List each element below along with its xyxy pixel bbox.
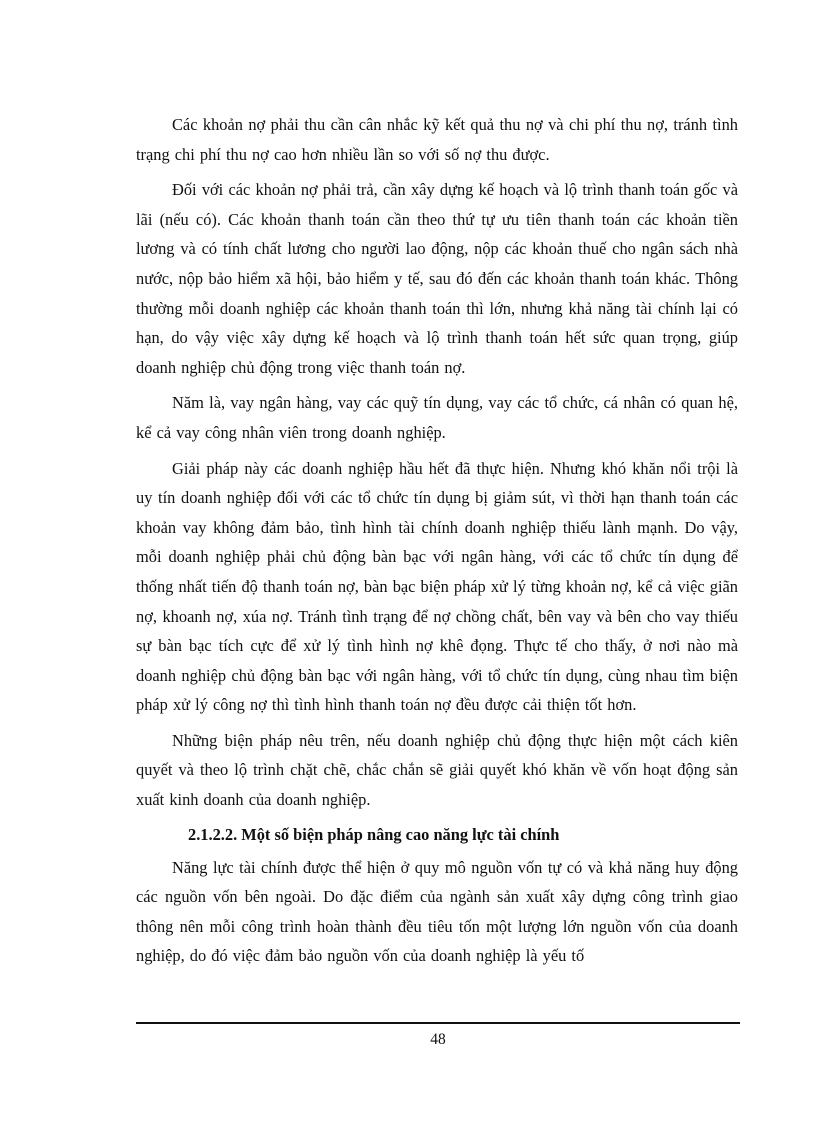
paragraph-debt-payable: Đối với các khoản nợ phải trả, cần xây dựng kế hoạch và lộ trình thanh toán gốc và lãi (nếu có). Các khoản thanh toán cần theo thứ tự ưu tiên thanh toán các khoản tiền lương và có tính chất lương cho người lao động, nộp các khoản thuế cho ngân sách nhà nước, nộp bảo hiểm xã hội, bảo hiểm y tế, sau đó đến các khoản thanh toán khác. Thông thường mỗi doanh nghiệp các khoản thanh toán thì lớn, nhưng khả năng tài chính lại có hạn, do vậy việc xây dựng kế hoạch và lộ trình thanh toán hết sức quan trọng, giúp doanh nghiệp chủ động trong việc thanh toán nợ.: [136, 180, 738, 377]
paragraph-measures-summary: Những biện pháp nêu trên, nếu doanh nghiệp chủ động thực hiện một cách kiên quyết và theo lộ trình chặt chẽ, chắc chắn sẽ giải quyết khó khăn về vốn hoạt động sản xuất kinh doanh của doanh nghiệp.: [136, 730, 738, 810]
paragraph-bank-loans: Năm là, vay ngân hàng, vay các quỹ tín dụng, vay các tổ chức, cá nhân có quan hệ, kể cả vay công nhân viên trong doanh nghiệp.: [136, 393, 738, 442]
page-number: 48: [430, 1031, 446, 1048]
footer-divider: [136, 1022, 740, 1024]
paragraph-financial-capacity: Năng lực tài chính được thể hiện ở quy mô nguồn vốn tự có và khả năng huy động các nguồn vốn bên ngoài. Do đặc điểm của ngành sản xuất xây dựng công trình giao thông nên mỗi công trình hoàn thành đều tiêu tốn một lượng lớn nguồn vốn của doanh nghiệp, do đó việc đảm bảo nguồn vốn của doanh nghiệp là yếu tố: [136, 857, 738, 966]
paragraph-debt-receivable: Các khoản nợ phải thu cần cân nhắc kỹ kết quả thu nợ và chi phí thu nợ, tránh tình trạng chi phí thu nợ cao hơn nhiều lần so với số nợ thu được.: [136, 115, 738, 164]
body-text: [136, 110, 738, 977]
section-heading: 2.1.2.2. Một số biện pháp nâng cao năng lực tài chính: [188, 824, 560, 844]
paragraph-solution-implementation: Giải pháp này các doanh nghiệp hầu hết đã thực hiện. Nhưng khó khăn nổi trội là uy tín doanh nghiệp đối với các tổ chức tín dụng bị giảm sút, vì thời hạn thanh toán các khoản vay không đảm bảo, tình hình tài chính doanh nghiệp thiếu lành mạnh. Do vậy, mỗi doanh nghiệp phải chủ động bàn bạc với ngân hàng, với các tổ chức tín dụng để thống nhất tiến độ thanh toán nợ, bàn bạc biện pháp xử lý từng khoản nợ, kể cả việc giãn nợ, khoanh nợ, xúa nợ. Tránh tình trạng để nợ chồng chất, bên vay và bên cho vay thiếu sự bàn bạc tích cực để xử lý tình hình nợ khê đọng. Thực tế cho thấy, ở nơi nào mà doanh nghiệp chủ động bàn bạc với ngân hàng, với tổ chức tín dụng, cùng nhau tìm biện pháp xử lý công nợ thì tình hình thanh toán nợ đều được cải thiện tốt hơn.: [136, 458, 738, 715]
